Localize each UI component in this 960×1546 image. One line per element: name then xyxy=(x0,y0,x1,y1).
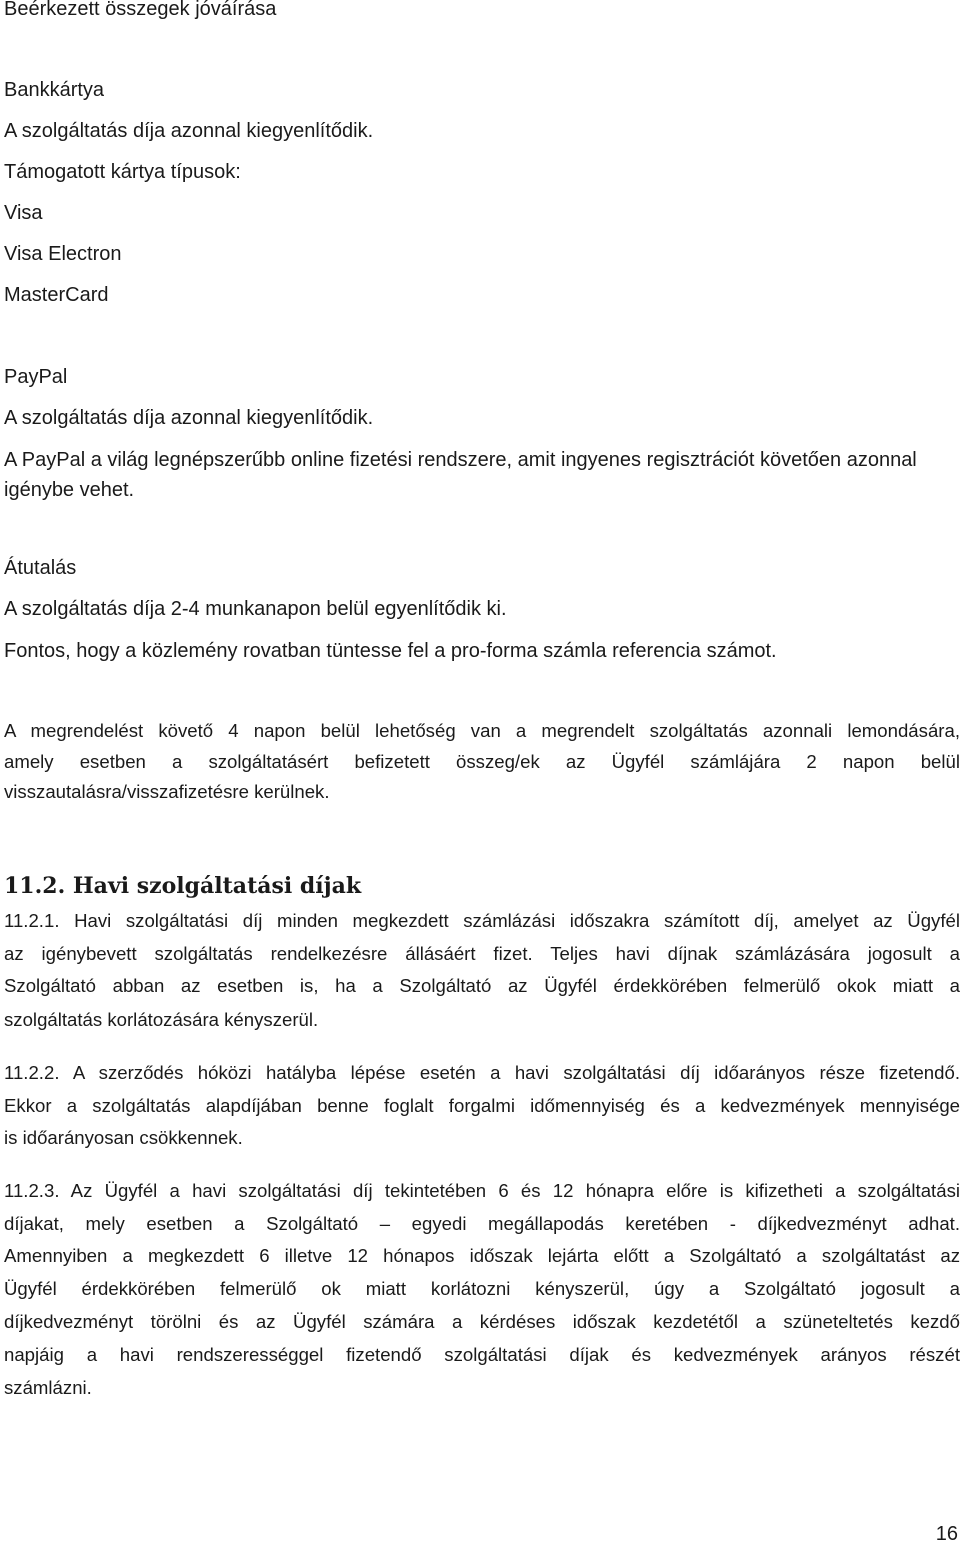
fee-para-2-line-1: 11.2.2. A szerződés hóközi hatályba lépése esetén a havi szolgáltatási díj időarányos része fizetendő. xyxy=(4,1062,960,1083)
paypal-section-title: PayPal xyxy=(4,366,68,388)
fee-para-3-line-5: díjkedvezményt törölni és az Ügyfél számára a kérdéses időszak kezdetétől a szüneteltetés kezdő xyxy=(4,1311,960,1332)
chapter-heading: 11.2. Havi szolgáltatási díjak xyxy=(4,873,362,899)
transfer-section-title: Átutalás xyxy=(4,557,77,579)
cancellation-line-1: A megrendelést követő 4 napon belül lehetőség van a megrendelt szolgáltatás azonnali lemondására, xyxy=(4,720,960,741)
paypal-line-1: A szolgáltatás díja azonnal kiegyenlítődik. xyxy=(4,407,374,429)
received-amounts-title: Beérkezett összegek jóváírása xyxy=(4,0,277,20)
card-line-1: A szolgáltatás díja azonnal kiegyenlítődik. xyxy=(4,120,374,142)
fee-para-3-line-2: díjakat, mely esetben a Szolgáltató – egyedi megállapodás keretében - díjkedvezményt adhat. xyxy=(4,1213,960,1234)
cancellation-line-2: amely esetben a szolgáltatásért befizetett összeg/ek az Ügyfél számlájára 2 napon belül xyxy=(4,751,960,772)
fee-para-3-line-4: Ügyfél érdekkörében felmerülő ok miatt korlátozni kényszerül, úgy a Szolgáltató jogosult a xyxy=(4,1278,960,1299)
paypal-line-2: A PayPal a világ legnépszerűbb online fizetési rendszere, amit ingyenes regisztrációt követően azonnal xyxy=(4,449,917,471)
fee-para-1-line-1: 11.2.1. Havi szolgáltatási díj minden megkezdett számlázási időszakra számított díj, amelyet az Ügyfél xyxy=(4,910,960,931)
fee-para-3-line-7: számlázni. xyxy=(4,1377,92,1398)
fee-para-2-line-2: Ekkor a szolgáltatás alapdíjában benne foglalt forgalmi időmennyiség és a kedvezmények mennyisége xyxy=(4,1095,960,1116)
fee-para-3-line-1: 11.2.3. Az Ügyfél a havi szolgáltatási díj tekintetében 6 és 12 hónapra előre is kifizetheti a szolgáltatási xyxy=(4,1180,960,1201)
transfer-line-2: Fontos, hogy a közlemény rovatban tüntesse fel a pro-forma számla referencia számot. xyxy=(4,640,777,662)
card-type-visa: Visa xyxy=(4,202,43,224)
fee-para-2-line-3: is időarányosan csökkennek. xyxy=(4,1127,243,1148)
paypal-line-3: igénybe vehet. xyxy=(4,479,135,501)
card-section-title: Bankkártya xyxy=(4,79,105,101)
fee-para-1-line-4: szolgáltatás korlátozására kényszerül. xyxy=(4,1009,319,1030)
page-number: 16 xyxy=(935,1523,958,1545)
card-type-visa-electron: Visa Electron xyxy=(4,243,122,265)
cancellation-line-3: visszautalásra/visszafizetésre kerülnek. xyxy=(4,781,330,802)
card-line-2: Támogatott kártya típusok: xyxy=(4,161,241,183)
card-type-mastercard: MasterCard xyxy=(4,284,109,306)
fee-para-3-line-6: napjáig a havi rendszerességgel fizetendő szolgáltatási díjak és kedvezmények arányos részét xyxy=(4,1344,960,1365)
fee-para-1-line-3: Szolgáltató abban az esetben is, ha a Szolgáltató az Ügyfél érdekkörében felmerülő okok miatt a xyxy=(4,975,960,996)
fee-para-1-line-2: az igénybevett szolgáltatás rendelkezésre állásáért fizet. Teljes havi díjnak számlázására jogosult a xyxy=(4,943,960,964)
transfer-line-1: A szolgáltatás díja 2-4 munkanapon belül egyenlítődik ki. xyxy=(4,598,507,620)
fee-para-3-line-3: Amennyiben a megkezdett 6 illetve 12 hónapos időszak lejárta előtt a Szolgáltató a szolgáltatást az xyxy=(4,1245,960,1266)
